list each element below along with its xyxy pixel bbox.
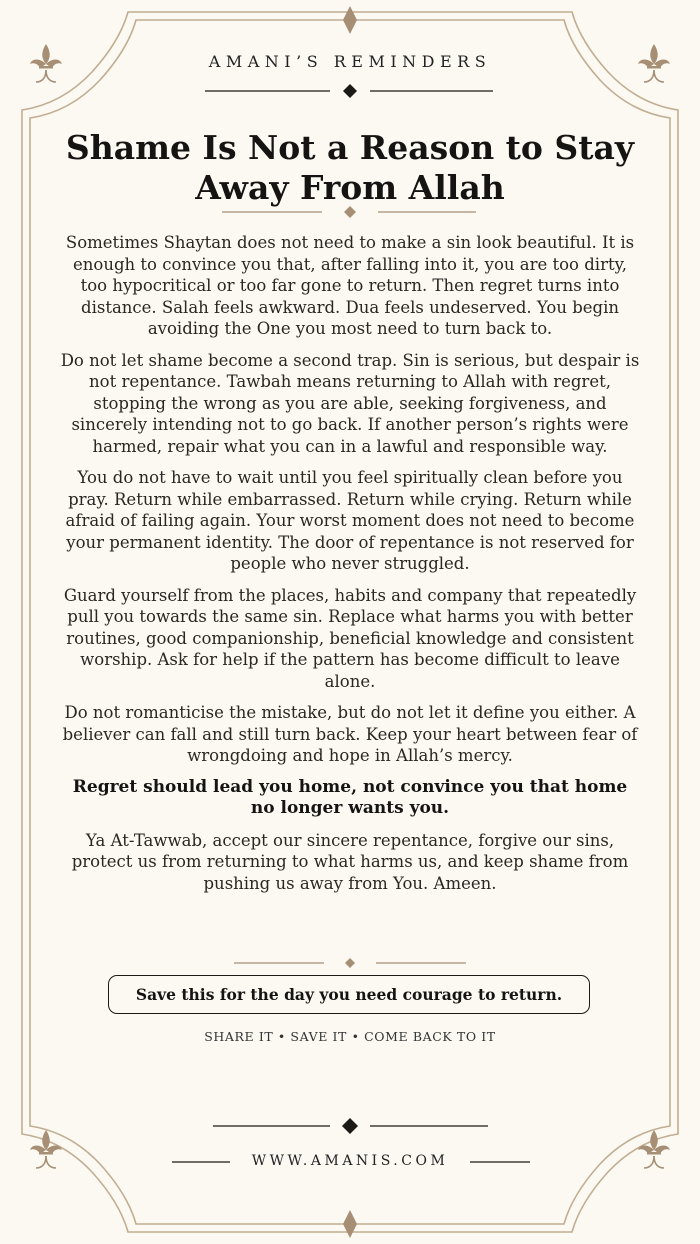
share-save-tagline: SHARE IT • SAVE IT • COME BACK TO IT (204, 1029, 496, 1044)
bottom-diamond-icon (342, 1118, 358, 1134)
paragraph-4: Guard yourself from the places, habits and company that repeatedly pull you towards the same sin. Replace what harms you with better routines, good companionship, beneficial knowledge and consistent worship. Ask for help if the pattern has become difficult to leave alone. (63, 585, 637, 691)
emphasis-quote: Regret should lead you home, not convince you that home no longer wants you. (72, 776, 628, 818)
paragraph-3: You do not have to wait until you feel spiritually clean before you pray. Return while embarrassed. Return while crying. Return while afraid of failing again. Your worst moment does not need to become your permanent identity. The door of repentance is not reserved for people who never struggled. (65, 468, 635, 573)
save-reminder-label: Save this for the day you need courage to return. (135, 985, 563, 1004)
brand-name: AMANI’S REMINDERS (208, 52, 492, 71)
page-title (0, 128, 700, 208)
top-frame-diamond-icon (343, 6, 357, 34)
closing-dua: Ya At-Tawwab, accept our sincere repentance, forgive our sins, protect us from returning to what harms us, and keep shame from pushing us away from You. Ameen. (71, 830, 629, 893)
paragraph-1: Sometimes Shaytan does not need to make a sin look beautiful. It is enough to convince you that, after falling into it, you are too dirty, too hypocritical or too far gone to return. Then regret turns into distance. Salah feels awkward. Dua feels undeserved. You begin avoiding the One you most need to turn back to. (65, 233, 635, 338)
header-diamond-icon (343, 84, 357, 98)
save-reminder-button[interactable] (108, 975, 590, 1014)
paragraph-2: Do not let shame become a second trap. Sin is serious, but despair is not repentance. Tawbah means returning to Allah with regret, stopping the wrong as you are able, seeking forgiveness, and sincerely intending not to go back. If another person’s rights were harmed, repair what you can in a lawful and responsible way. (60, 350, 640, 456)
reminder-body (58, 232, 642, 904)
bottom-frame-diamond-icon (343, 1210, 357, 1238)
website-link[interactable]: WWW.AMANIS.COM (251, 1153, 449, 1169)
title-line-1: Shame Is Not a Reason to Stay (65, 128, 635, 167)
paragraph-5: Do not romanticise the mistake, but do not let it define you either. A believer can fall and still turn back. Keep your heart between fear of wrongdoing and hope in Allah’s mercy. (62, 703, 638, 765)
cta-diamond-icon (345, 958, 355, 968)
title-line-2: Away From Allah (195, 168, 505, 207)
